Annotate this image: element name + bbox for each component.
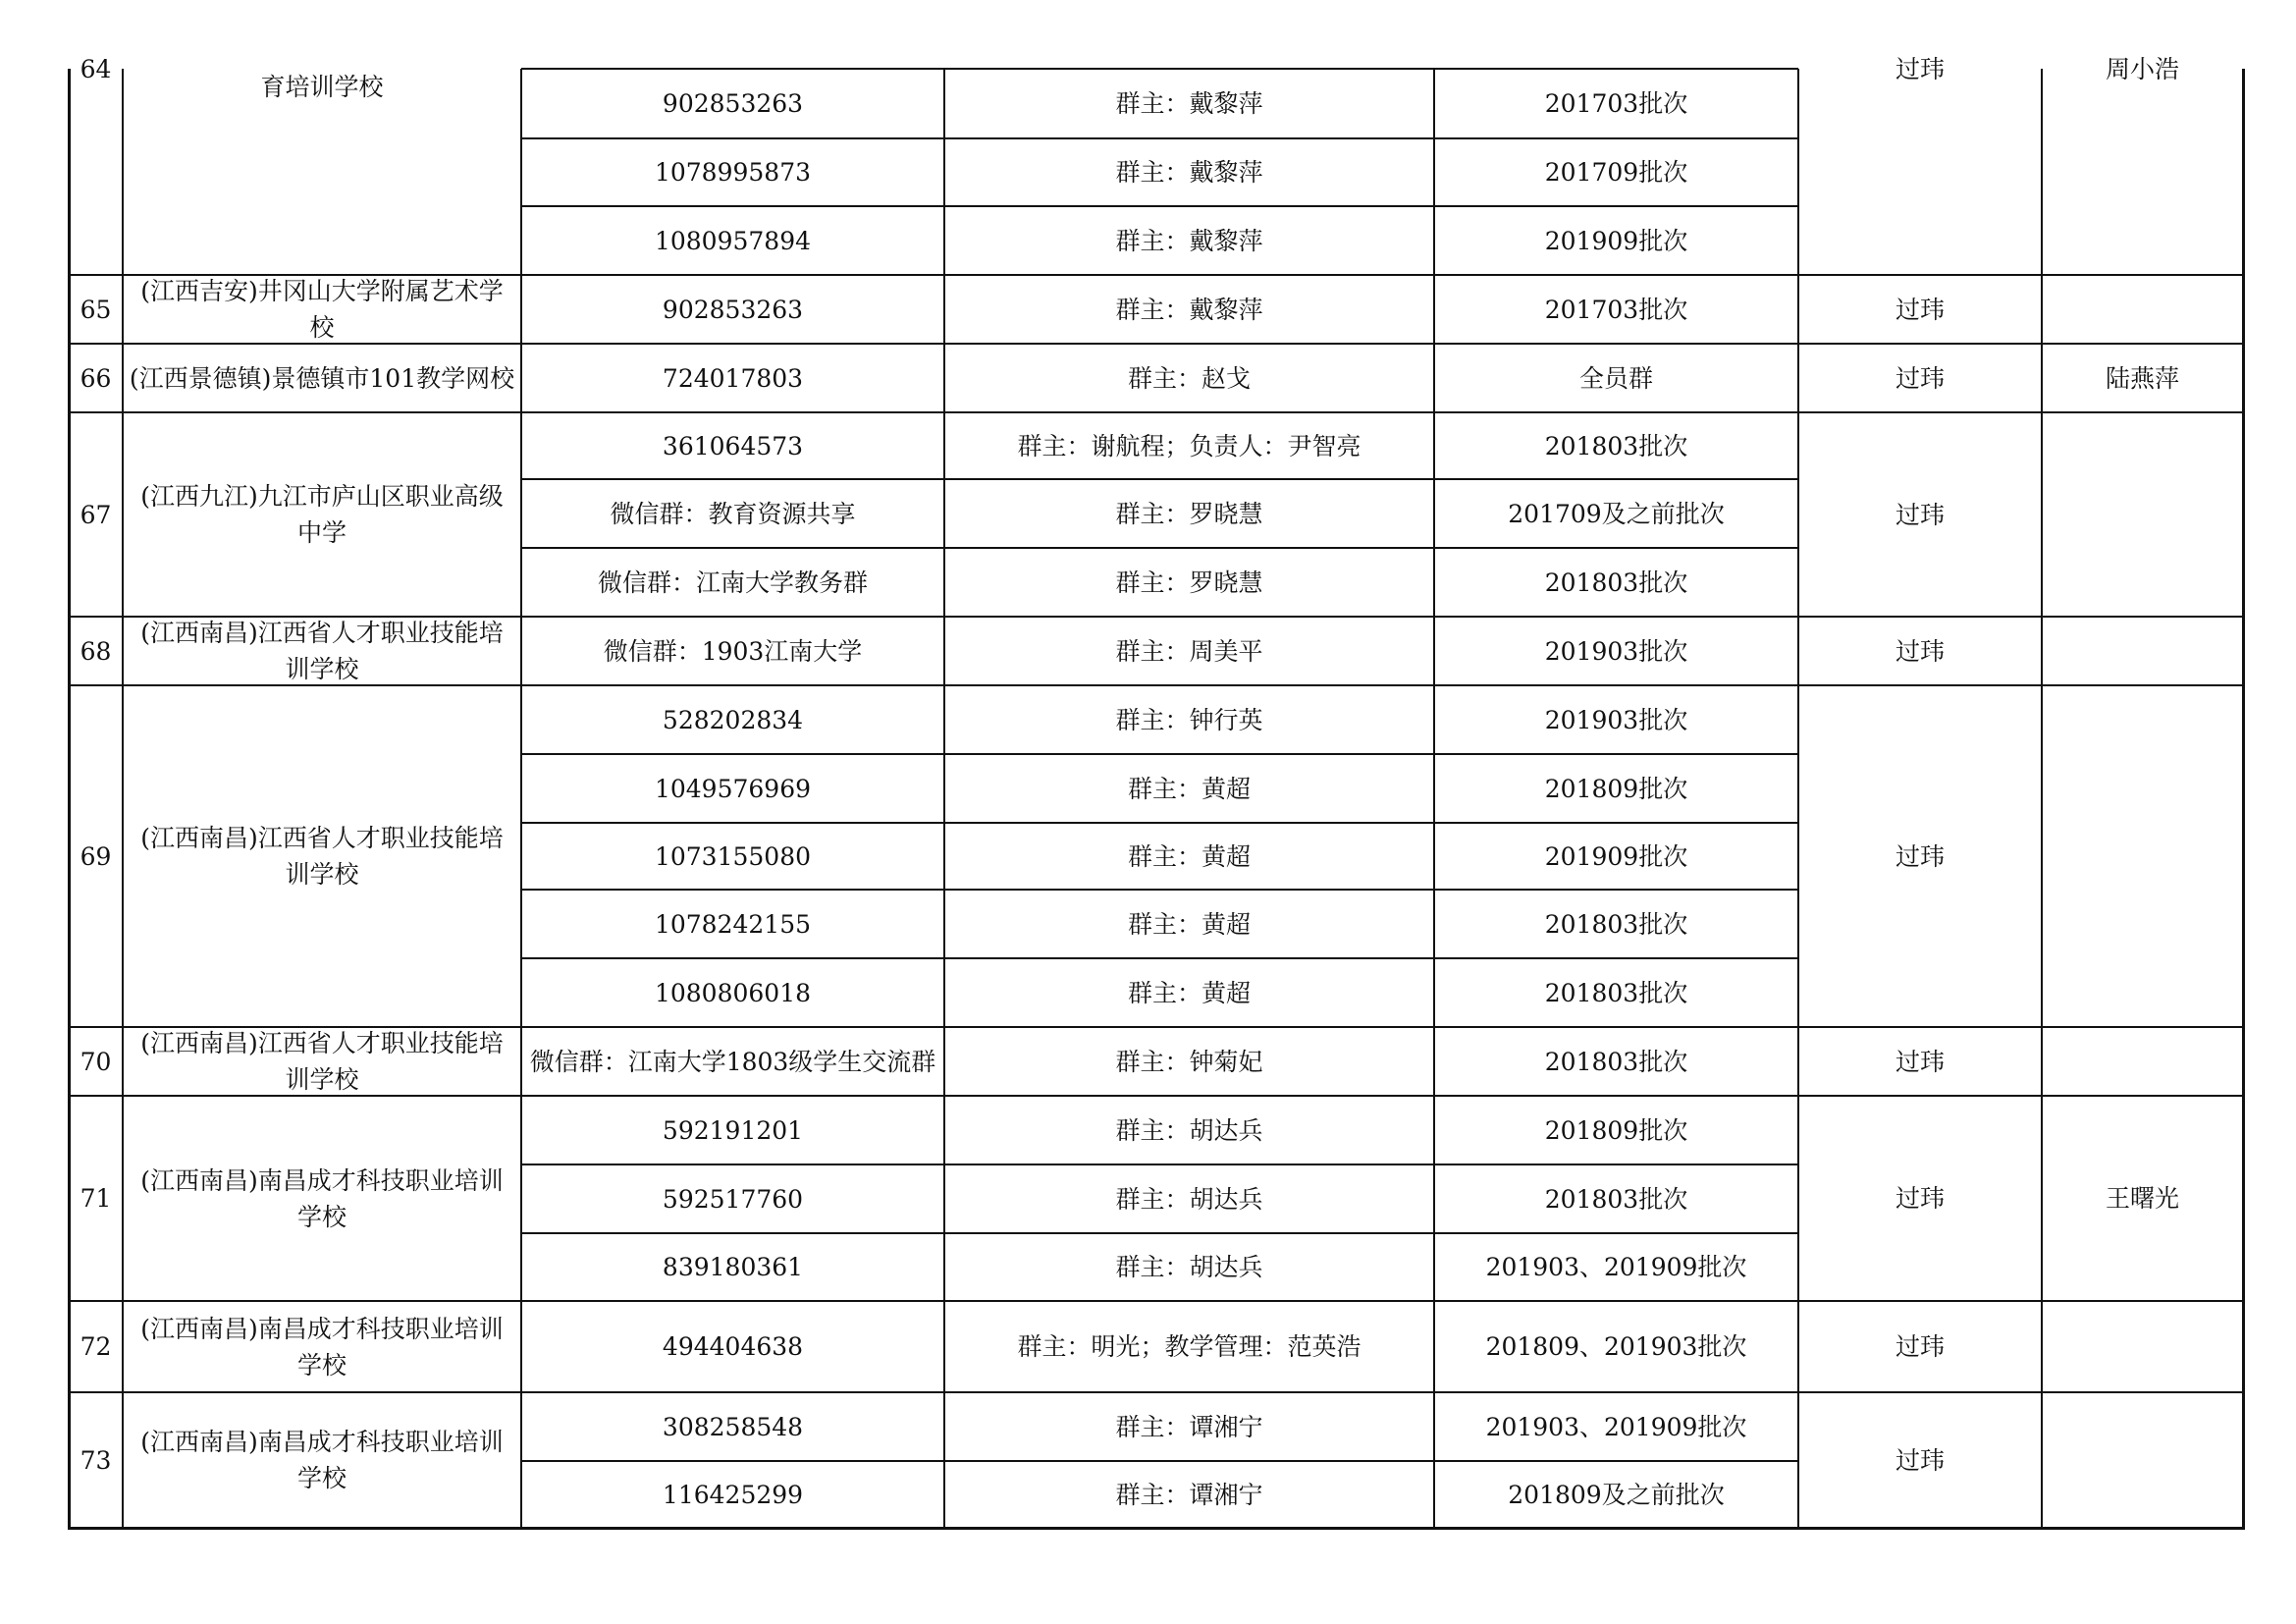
- batch-label: 201709批次: [1544, 158, 1688, 187]
- grid-hline-inner: [521, 68, 1798, 70]
- grid-hline-inner: [521, 822, 1798, 824]
- group-id: 116425299: [662, 1480, 804, 1509]
- grid-hline-inner: [521, 1460, 1798, 1462]
- school-name: (江西景德镇)景德镇市101教学网校: [129, 363, 515, 393]
- group-owner: 群主：胡达兵: [1115, 1184, 1263, 1214]
- grid-hline-inner: [521, 753, 1798, 755]
- school-name: (江西南昌)南昌成才科技职业培训学校: [140, 1314, 504, 1380]
- grid-hline-inner: [521, 1232, 1798, 1234]
- batch-label: 201803批次: [1544, 568, 1688, 597]
- status-cell: 过玮: [1895, 54, 1945, 83]
- grid-hline-inner: [521, 205, 1798, 207]
- group-owner: 群主：黄超: [1127, 978, 1251, 1007]
- group-owner: 群主：黄超: [1127, 841, 1251, 871]
- contact-person: [2042, 685, 2243, 1027]
- group-owner: 群主：戴黎萍: [1115, 295, 1263, 324]
- group-id: 592517760: [662, 1184, 804, 1214]
- contact-person: [2042, 1301, 2243, 1392]
- group-id: 592191201: [662, 1115, 804, 1145]
- group-owner: 群主：戴黎萍: [1115, 226, 1263, 255]
- contact-person: [2042, 1027, 2243, 1096]
- group-owner: 群主：胡达兵: [1115, 1115, 1263, 1145]
- row-number: 69: [80, 841, 112, 871]
- row-number: 72: [80, 1332, 112, 1361]
- row-number: 70: [80, 1047, 112, 1076]
- group-id: 494404638: [662, 1332, 804, 1361]
- batch-label: 201809批次: [1544, 774, 1688, 803]
- group-id: 308258548: [662, 1412, 804, 1441]
- group-id: 839180361: [662, 1253, 804, 1281]
- school-name: (江西吉安)井冈山大学附属艺术学校: [140, 277, 504, 342]
- batch-label: 201803批次: [1544, 1184, 1688, 1214]
- group-owner: 群主：谭湘宁: [1115, 1480, 1263, 1509]
- status-cell: 过玮: [1895, 636, 1945, 666]
- row-number: 68: [80, 636, 112, 666]
- grid-hline-inner: [521, 478, 1798, 480]
- contact-person: [2042, 275, 2243, 344]
- batch-label: 201803批次: [1544, 1047, 1688, 1076]
- school-name: (江西南昌)江西省人才职业技能培训学校: [140, 824, 504, 889]
- batch-label: 全员群: [1578, 363, 1653, 393]
- school-name: (江西南昌)南昌成才科技职业培训学校: [140, 1165, 504, 1231]
- group-id: 微信群：教育资源共享: [610, 499, 856, 528]
- status-cell: 过玮: [1895, 1332, 1945, 1361]
- row-number: 65: [80, 295, 112, 324]
- group-id: 微信群：江南大学教务群: [597, 568, 868, 597]
- group-id: 1073155080: [654, 841, 812, 871]
- group-id: 361064573: [662, 431, 804, 460]
- contact-person: 周小浩: [2105, 54, 2179, 83]
- batch-label: 201703批次: [1544, 89, 1688, 118]
- group-id: 微信群：1903江南大学: [603, 636, 863, 666]
- row-number: 73: [80, 1445, 112, 1475]
- group-id: 528202834: [662, 705, 804, 734]
- group-owner: 群主：明光；教学管理：范英浩: [1017, 1332, 1362, 1361]
- group-id: 1080806018: [654, 978, 812, 1007]
- grid-hline-inner: [521, 547, 1798, 549]
- batch-label: 201809、201903批次: [1485, 1332, 1747, 1361]
- school-name: 育培训学校: [260, 73, 384, 101]
- group-owner: 群主：钟菊妃: [1115, 1047, 1263, 1076]
- grid-hline: [69, 1527, 2244, 1530]
- group-id: 1080957894: [654, 226, 812, 255]
- group-owner: 群主：周美平: [1115, 636, 1263, 666]
- batch-label: 201903、201909批次: [1485, 1412, 1747, 1441]
- group-owner: 群主：戴黎萍: [1115, 158, 1263, 187]
- contact-person: 陆燕萍: [2105, 363, 2179, 393]
- status-cell: 过玮: [1895, 1445, 1945, 1475]
- status-cell: 过玮: [1895, 363, 1945, 393]
- status-cell: 过玮: [1895, 841, 1945, 871]
- status-cell: 过玮: [1895, 1184, 1945, 1213]
- group-owner: 群主：罗晓慧: [1115, 499, 1263, 528]
- batch-label: 201903、201909批次: [1485, 1253, 1747, 1281]
- row-number: 67: [80, 500, 112, 529]
- group-id: 1049576969: [654, 774, 812, 803]
- group-owner: 群主：谢航程；负责人：尹智亮: [1017, 431, 1362, 460]
- batch-label: 201803批次: [1544, 978, 1688, 1007]
- row-number: 66: [80, 363, 112, 393]
- group-owner: 群主：黄超: [1127, 774, 1251, 803]
- batch-label: 201709及之前批次: [1508, 499, 1725, 528]
- status-cell: 过玮: [1895, 500, 1945, 529]
- batch-label: 201803批次: [1544, 909, 1688, 939]
- group-owner: 群主：钟行英: [1115, 705, 1263, 734]
- school-name: (江西南昌)江西省人才职业技能培训学校: [140, 1029, 504, 1094]
- group-owner: 群主：黄超: [1127, 909, 1251, 939]
- group-owner: 群主：戴黎萍: [1115, 89, 1263, 118]
- batch-label: 201809及之前批次: [1508, 1480, 1725, 1509]
- group-id: 902853263: [662, 295, 804, 324]
- batch-label: 201703批次: [1544, 295, 1688, 324]
- batch-label: 201803批次: [1544, 431, 1688, 460]
- group-id: 1078995873: [654, 158, 812, 187]
- contact-person: [2042, 1392, 2243, 1528]
- status-cell: 过玮: [1895, 295, 1945, 324]
- group-id: 1078242155: [654, 909, 812, 939]
- contact-person: [2042, 412, 2243, 617]
- group-id: 724017803: [662, 363, 804, 393]
- school-name: (江西九江)九江市庐山区职业高级中学: [140, 482, 504, 547]
- grid-hline-inner: [521, 889, 1798, 891]
- school-name: (江西南昌)江西省人才职业技能培训学校: [140, 619, 504, 683]
- group-owner: 群主：罗晓慧: [1115, 568, 1263, 597]
- batch-label: 201909批次: [1544, 841, 1688, 871]
- group-owner: 群主：胡达兵: [1115, 1253, 1263, 1281]
- grid-hline-inner: [521, 1164, 1798, 1165]
- batch-label: 201903批次: [1544, 636, 1688, 666]
- contact-person: 王曙光: [2105, 1184, 2179, 1213]
- batch-label: 201903批次: [1544, 705, 1688, 734]
- status-cell: 过玮: [1895, 1047, 1945, 1076]
- group-id: 902853263: [662, 89, 804, 118]
- batch-label: 201809批次: [1544, 1115, 1688, 1145]
- grid-hline-inner: [521, 957, 1798, 959]
- page-top-margin: [0, 0, 2296, 45]
- group-owner: 群主：赵戈: [1127, 363, 1251, 393]
- grid-hline-inner: [521, 137, 1798, 139]
- group-id: 微信群：江南大学1803级学生交流群: [529, 1047, 936, 1076]
- group-owner: 群主：谭湘宁: [1115, 1412, 1263, 1441]
- row-number: 71: [80, 1184, 112, 1213]
- school-name: (江西南昌)南昌成才科技职业培训学校: [140, 1428, 504, 1492]
- row-number: 64: [80, 54, 112, 83]
- batch-label: 201909批次: [1544, 226, 1688, 255]
- contact-person: [2042, 617, 2243, 685]
